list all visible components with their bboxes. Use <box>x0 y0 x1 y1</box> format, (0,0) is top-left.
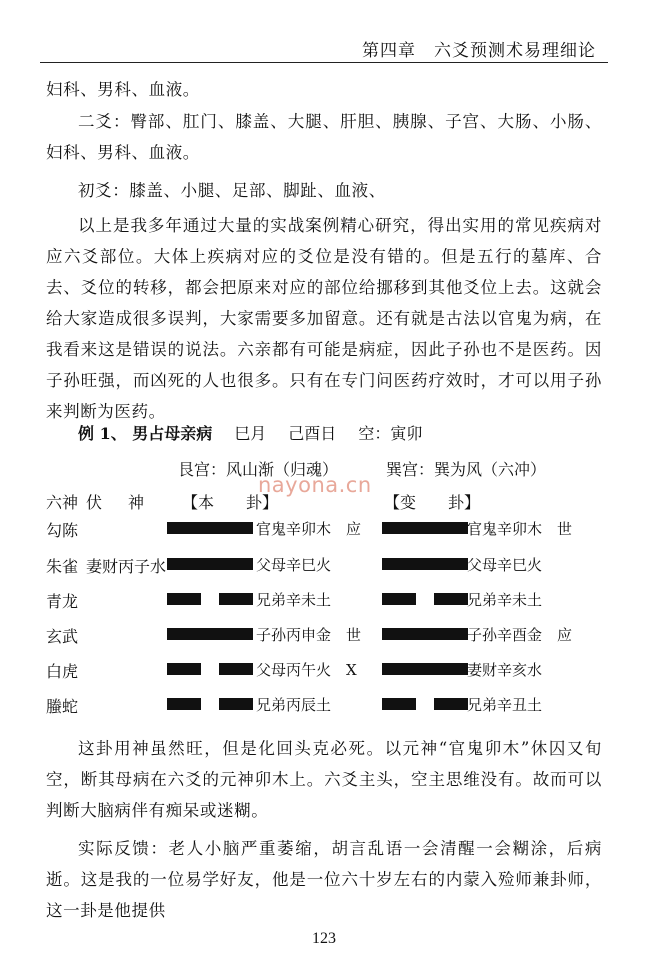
right-line-text: 父母辛巳火 <box>467 556 543 574</box>
example-day: 己酉日 <box>288 424 337 443</box>
paragraph-5: 这卦用神虽然旺，但是化回头克必死。以元神“官鬼卯木”休囚又旬空，断其母病在六爻的元神卯木上。六爻主头，空主思维没有。故而可以判断大脑病伴有痴呆或迷糊。 <box>46 739 602 820</box>
page-number: 123 <box>312 930 336 947</box>
paragraph-2: 二爻：臀部、肛门、膝盖、大腿、肝胆、胰腺、子宫、大肠、小肠、妇科、男科、血液。 <box>46 112 602 162</box>
paragraph-4: 以上是我多年通过大量的实战案例精心研究，得出实用的常见疾病对应六爻部位。大体上疾病对应的爻位是没有错的。但是五行的墓库、合去、爻位的转移，都会把原来对应的部位给挪移到其他爻位上去。这就会给大家造成很多误判，大家需要多加留意。还有就是古法以官鬼为病，在我看来这是错误的说法。六亲都有可能是病症，因此子孙也不是医药。因子孙旺强，而凶死的人也很多。只有在专门问医药疗效时，才可以用子孙来判断为医药。 <box>46 216 602 421</box>
paragraph-3: 初爻：膝盖、小腿、足部、脚趾、血液、 <box>78 181 386 200</box>
left-yang-line <box>167 558 253 570</box>
watermark: nayona.cn <box>258 473 372 497</box>
left-line-text: 父母辛巳火 <box>256 556 332 574</box>
header-rule <box>40 62 608 63</box>
left-yang-line <box>167 522 253 534</box>
six-spirit-label: 螣蛇 <box>46 697 79 716</box>
right-line-text: 兄弟辛未土 <box>467 591 543 609</box>
left-line-text: 兄弟辛未土 <box>256 591 332 609</box>
right-yin-line <box>382 593 468 605</box>
six-spirit-label: 白虎 <box>46 662 79 681</box>
right-yang-line <box>382 558 468 570</box>
example-void: 空：寅卯 <box>358 424 423 443</box>
header-deity: 神 <box>128 493 145 512</box>
left-yin-line <box>167 593 253 605</box>
example-heading <box>78 421 444 444</box>
right-line-text: 子孙辛酉金 应 <box>467 626 573 644</box>
palace-right: 巽宫：巽为风（六冲） <box>386 460 547 479</box>
right-line-text: 妻财辛亥水 <box>467 661 543 679</box>
left-line-text: 父母丙午火 X <box>256 661 357 679</box>
header-original-hexagram: 【本 卦】 <box>182 493 279 512</box>
right-yang-line <box>382 663 468 675</box>
six-spirit-label: 勾陈 <box>46 521 79 540</box>
header-spirits: 六神 <box>46 493 79 512</box>
example-title: 例 1、 男占母亲病 <box>78 424 213 443</box>
right-line-text: 兄弟辛丑土 <box>467 696 543 714</box>
chapter-header: 第四章 六爻预测术易理细论 <box>362 41 596 61</box>
right-yang-line <box>382 522 468 534</box>
header-hidden: 伏 <box>86 493 103 512</box>
palace-left: 艮宫：风山渐（归魂） <box>178 460 339 479</box>
right-line-text: 官鬼辛卯木 世 <box>467 520 573 538</box>
left-yin-line <box>167 698 253 710</box>
left-line-text: 子孙丙申金 世 <box>256 626 362 644</box>
left-line-text: 官鬼辛卯木 应 <box>256 520 362 538</box>
left-yin-line <box>167 663 253 675</box>
right-yin-line <box>382 698 468 710</box>
hidden-deity: 妻财丙子水 <box>86 557 167 576</box>
paragraph-6: 实际反馈：老人小脑严重萎缩，胡言乱语一会清醒一会糊涂，后病逝。这是我的一位易学好友，他是一位六十岁左右的内蒙入殓师兼卦师，这一卦是他提供 <box>46 839 602 920</box>
left-line-text: 兄弟丙辰土 <box>256 696 332 714</box>
left-yang-line <box>167 628 253 640</box>
six-spirit-label: 玄武 <box>46 627 79 646</box>
six-spirit-label: 朱雀 <box>46 557 79 576</box>
paragraph-1: 妇科、男科、血液。 <box>46 80 200 99</box>
six-spirit-label: 青龙 <box>46 592 79 611</box>
right-yang-line <box>382 628 468 640</box>
header-changed-hexagram: 【变 卦】 <box>384 493 481 512</box>
example-month: 巳月 <box>234 424 267 443</box>
